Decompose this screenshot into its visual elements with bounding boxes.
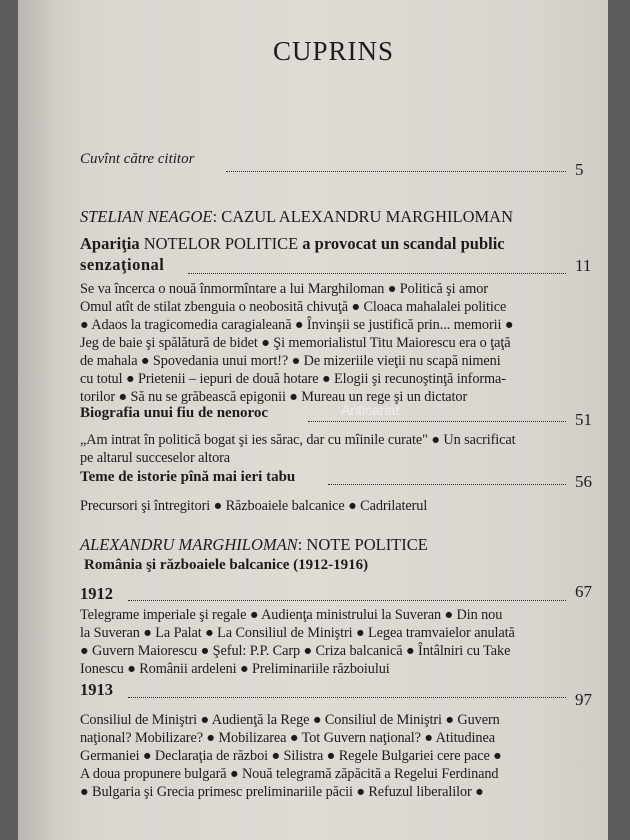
part1-colon: :: [212, 207, 218, 226]
sub1-text-c: a provocat un scandal public: [298, 234, 505, 253]
summary-line: Consiliul de Miniştri ● Audienţă la Rege ● Consiliul de Miniştri ● Guvern: [80, 712, 500, 728]
summary-line: Jeg de baie şi spălătură de bidet ● Şi memorialistul Titu Maiorescu era o ţaţă: [80, 335, 511, 351]
summary-line: A doua propunere bulgară ● Nouă telegramă zăpăcită a Regelui Ferdinand: [80, 766, 499, 782]
page-number-sub2: 51: [575, 410, 592, 429]
leader-dots: [128, 697, 566, 698]
part1-sub1-line2: senzaţional: [80, 255, 165, 274]
part1-title: CAZUL ALEXANDRU MARGHILOMAN: [221, 207, 513, 226]
summary-line: Omul atît de stilat zbenguia o neobosită chivuţă ● Cloaca mahalalei politice: [80, 299, 507, 315]
summary-line: pe altarul succeselor altora: [80, 450, 231, 466]
watermark-text: Anticariat: [341, 402, 400, 418]
summary-line: torilor ● Să nu se grăbească epigonii ● Mureau un rege şi un dictator: [80, 389, 468, 405]
leader-dots: [226, 171, 566, 172]
leader-dots: [328, 484, 566, 485]
summary-line: ● Bulgaria şi Grecia primesc preliminariile păcii ● Refuzul liberalilor ●: [80, 784, 484, 800]
page-number-sub3: 56: [575, 472, 592, 491]
part2-title: NOTE POLITICE: [306, 535, 428, 554]
page-gutter-shadow: [18, 0, 58, 840]
page-title: CUPRINS: [273, 36, 395, 66]
year-1913-label: 1913: [80, 680, 113, 699]
leader-dots: [308, 421, 566, 422]
part1-sub2-label: Biografia unui fiu de nenoroc: [80, 405, 269, 421]
part2-subheading: România şi războaiele balcanice (1912-1916): [84, 557, 369, 573]
year-1912-label: 1912: [80, 584, 113, 603]
book-page: [18, 0, 608, 840]
summary-line: Germaniei ● Declaraţia de război ● Silistra ● Regele Bulgariei cere pace ●: [80, 748, 502, 764]
toc-entry-intro: Cuvînt către cititor: [80, 151, 195, 167]
page-number-1912: 67: [575, 582, 592, 601]
summary-line: Precursori şi întregitori ● Războaiele balcanice ● Cadrilaterul: [80, 498, 428, 514]
part2-colon: :: [297, 535, 303, 554]
part1-sub3-label: Teme de istorie pînă mai ieri tabu: [80, 469, 296, 485]
summary-line: Telegrame imperiale şi regale ● Audienţa ministrului la Suveran ● Din nou: [80, 607, 503, 623]
summary-line: ● Adaos la tragicomedia caragialeană ● Învinşii se justifică prin... memorii ●: [80, 317, 514, 333]
part1-heading: [80, 207, 513, 227]
summary-line: de mahala ● Spovedania unui mort!? ● De mizeriile vieţii nu scapă nimeni: [80, 353, 501, 369]
sub1-text-a: Apariţia: [80, 234, 144, 253]
part1-author: STELIAN NEAGOE: [80, 207, 213, 226]
summary-line: naţional? Mobilizare? ● Mobilizarea ● Tot Guvern naţional? ● Atitudinea: [80, 730, 495, 746]
summary-line: ● Guvern Maiorescu ● Şeful: P.P. Carp ● Criza balcanică ● Întâlniri cu Take: [80, 643, 511, 659]
part2-author: ALEXANDRU MARGHILOMAN: [80, 535, 298, 554]
part2-heading: [80, 535, 428, 555]
leader-dots: [188, 273, 566, 274]
page-number-1913: 97: [575, 690, 592, 709]
sub1-text-b: NOTELOR POLITICE: [143, 234, 299, 253]
part1-sub1-line1: [80, 234, 505, 254]
leader-dots: [128, 600, 566, 601]
summary-line: la Suveran ● La Palat ● La Consiliul de Miniştri ● Legea tramvaielor anulată: [80, 625, 515, 641]
summary-line: Ionescu ● Românii ardeleni ● Preliminariile războiului: [80, 661, 390, 677]
summary-line: Se va încerca o nouă înmormîntare a lui Marghiloman ● Politică şi amor: [80, 281, 488, 297]
summary-line: cu totul ● Prietenii – iepuri de două hotare ● Elogii şi recunoştinţă informa-: [80, 371, 506, 387]
page-number-sub1: 11: [575, 256, 592, 275]
page-number-intro: 5: [575, 160, 584, 179]
summary-line: „Am intrat în politică bogat şi ies sărac, dar cu mîinile curate" ● Un sacrificat: [80, 432, 516, 448]
